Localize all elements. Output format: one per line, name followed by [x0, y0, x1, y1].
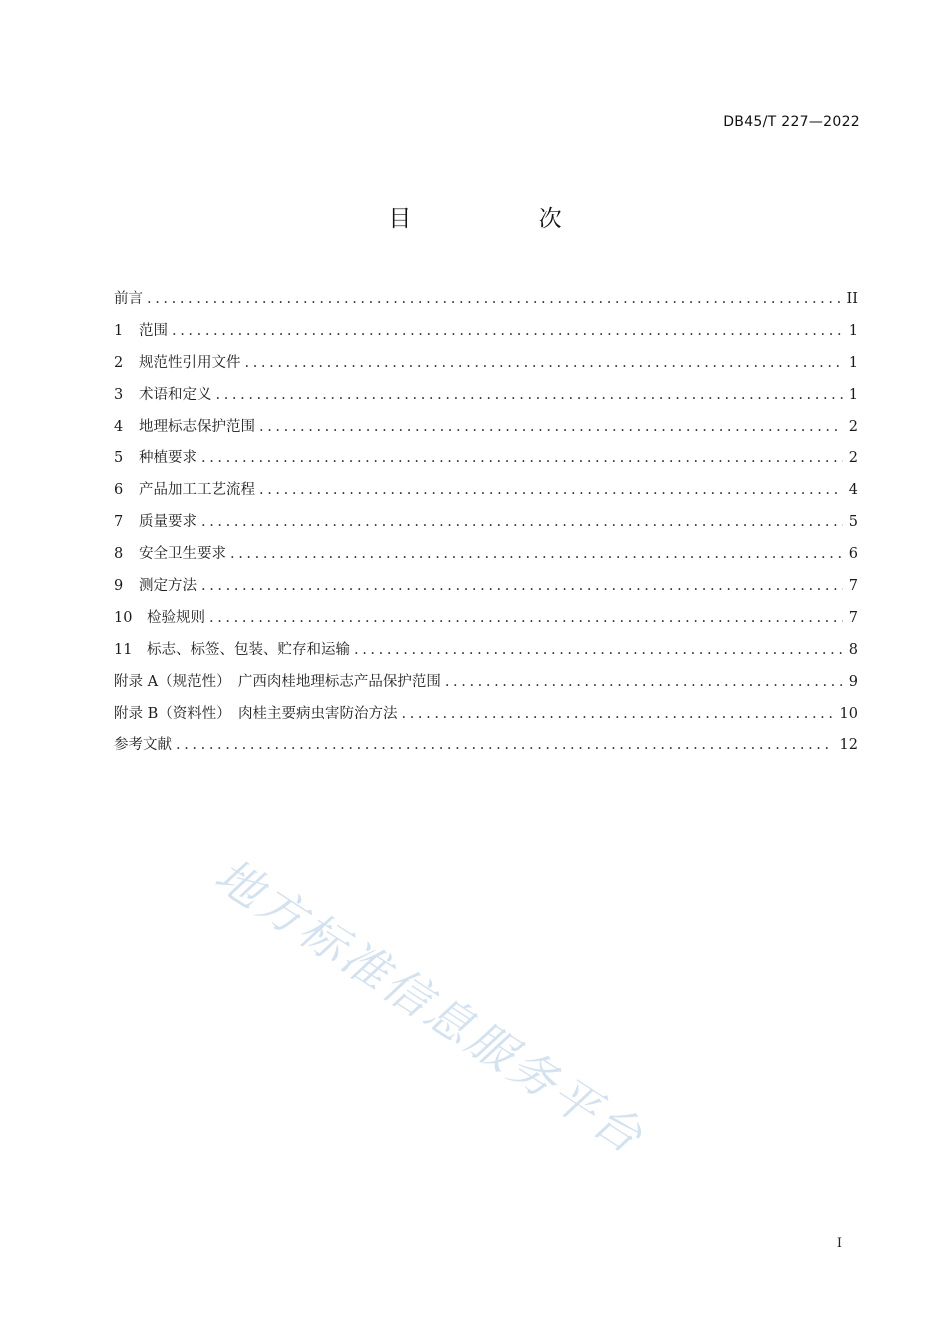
- toc-leader-dots: [216, 380, 843, 412]
- toc-entry-label: 附录 B（资料性） 肉桂主要病虫害防治方法: [114, 705, 398, 722]
- table-of-contents: [114, 284, 858, 762]
- toc-entry-number: 10: [114, 609, 133, 626]
- toc-entry-label: 4 地理标志保护范围: [114, 412, 259, 444]
- toc-entry-page: 1: [848, 354, 858, 371]
- toc-entry-label: 9 测定方法: [114, 571, 201, 603]
- toc-entry-label: 10 检验规则: [114, 603, 209, 635]
- toc-entry-terms-definitions[interactable]: [114, 380, 858, 412]
- toc-entry-label: 6 产品加工工艺流程: [114, 475, 259, 507]
- toc-leader-dots: [201, 443, 843, 475]
- toc-entry-inspection-rules[interactable]: [114, 603, 858, 635]
- toc-entry-page: 1: [848, 322, 858, 339]
- toc-entry-label: 前言: [114, 291, 143, 307]
- toc-entry-number: 3: [114, 386, 124, 403]
- toc-entry-page: 6: [848, 546, 858, 563]
- toc-entry-page: 7: [848, 578, 858, 595]
- toc-entry-page: II: [846, 291, 858, 307]
- toc-entry-quality-requirements[interactable]: [114, 507, 858, 539]
- toc-entry-number: 7: [114, 514, 124, 531]
- toc-entry-annex-a[interactable]: [114, 667, 858, 699]
- toc-leader-dots: [201, 571, 843, 603]
- toc-entry-marking-packaging[interactable]: [114, 635, 858, 667]
- toc-leader-dots: [245, 348, 843, 380]
- toc-entry-safety-hygiene[interactable]: [114, 539, 858, 571]
- toc-entry-foreword[interactable]: [114, 284, 858, 316]
- toc-entry-annex-b[interactable]: [114, 699, 858, 731]
- toc-entry-number: 5: [114, 450, 124, 467]
- toc-leader-dots: [354, 635, 843, 667]
- toc-entry-bibliography[interactable]: [114, 730, 858, 762]
- toc-entry-page: 9: [848, 673, 858, 690]
- toc-entry-test-methods[interactable]: [114, 571, 858, 603]
- toc-entry-processing-flow[interactable]: [114, 475, 858, 507]
- toc-entry-scope[interactable]: [114, 316, 858, 348]
- toc-entry-page: 1: [848, 386, 858, 403]
- toc-entry-label: 2 规范性引用文件: [114, 348, 245, 380]
- toc-entry-number: 8: [114, 546, 124, 563]
- toc-leader-dots: [147, 284, 841, 316]
- toc-leader-dots: [445, 667, 843, 699]
- toc-entry-label: 5 种植要求: [114, 443, 201, 475]
- watermark: 地方标准信息服务平台: [205, 847, 655, 1166]
- toc-entry-label: 3 术语和定义: [114, 380, 216, 412]
- toc-entry-number: 2: [114, 354, 124, 371]
- toc-entry-number: 4: [114, 418, 124, 435]
- toc-entry-page: 12: [839, 737, 858, 754]
- toc-entry-protection-scope[interactable]: [114, 412, 858, 444]
- toc-leader-dots: [230, 539, 843, 571]
- toc-entry-normative-references[interactable]: [114, 348, 858, 380]
- page-number: I: [836, 1236, 842, 1251]
- toc-entry-number: 6: [114, 482, 124, 499]
- toc-entry-page: 8: [848, 641, 858, 658]
- toc-entry-label: 11 标志、标签、包装、贮存和运输: [114, 635, 354, 667]
- page-title: 目 次: [388, 206, 622, 232]
- toc-entry-label: 参考文献: [114, 737, 172, 754]
- toc-leader-dots: [201, 507, 843, 539]
- document-code: DB45/T 227—2022: [723, 114, 860, 130]
- toc-entry-number: 1: [114, 322, 124, 339]
- toc-leader-dots: [172, 316, 843, 348]
- toc-entry-page: 10: [839, 705, 858, 722]
- toc-entry-planting-requirements[interactable]: [114, 443, 858, 475]
- toc-entry-page: 2: [848, 418, 858, 435]
- toc-entry-label: 8 安全卫生要求: [114, 539, 230, 571]
- toc-entry-page: 5: [848, 514, 858, 531]
- toc-leader-dots: [209, 603, 843, 635]
- toc-leader-dots: [259, 412, 843, 444]
- toc-entry-label: 附录 A（规范性） 广西肉桂地理标志产品保护范围: [114, 673, 441, 690]
- toc-entry-label: 1 范围: [114, 316, 172, 348]
- toc-entry-page: 4: [848, 482, 858, 499]
- toc-entry-label: 7 质量要求: [114, 507, 201, 539]
- toc-entry-page: 7: [848, 609, 858, 626]
- toc-entry-page: 2: [848, 450, 858, 467]
- toc-entry-number: 9: [114, 578, 124, 595]
- toc-entry-number: 11: [114, 641, 133, 658]
- toc-leader-dots: [176, 730, 834, 762]
- toc-leader-dots: [402, 699, 834, 731]
- toc-leader-dots: [259, 475, 843, 507]
